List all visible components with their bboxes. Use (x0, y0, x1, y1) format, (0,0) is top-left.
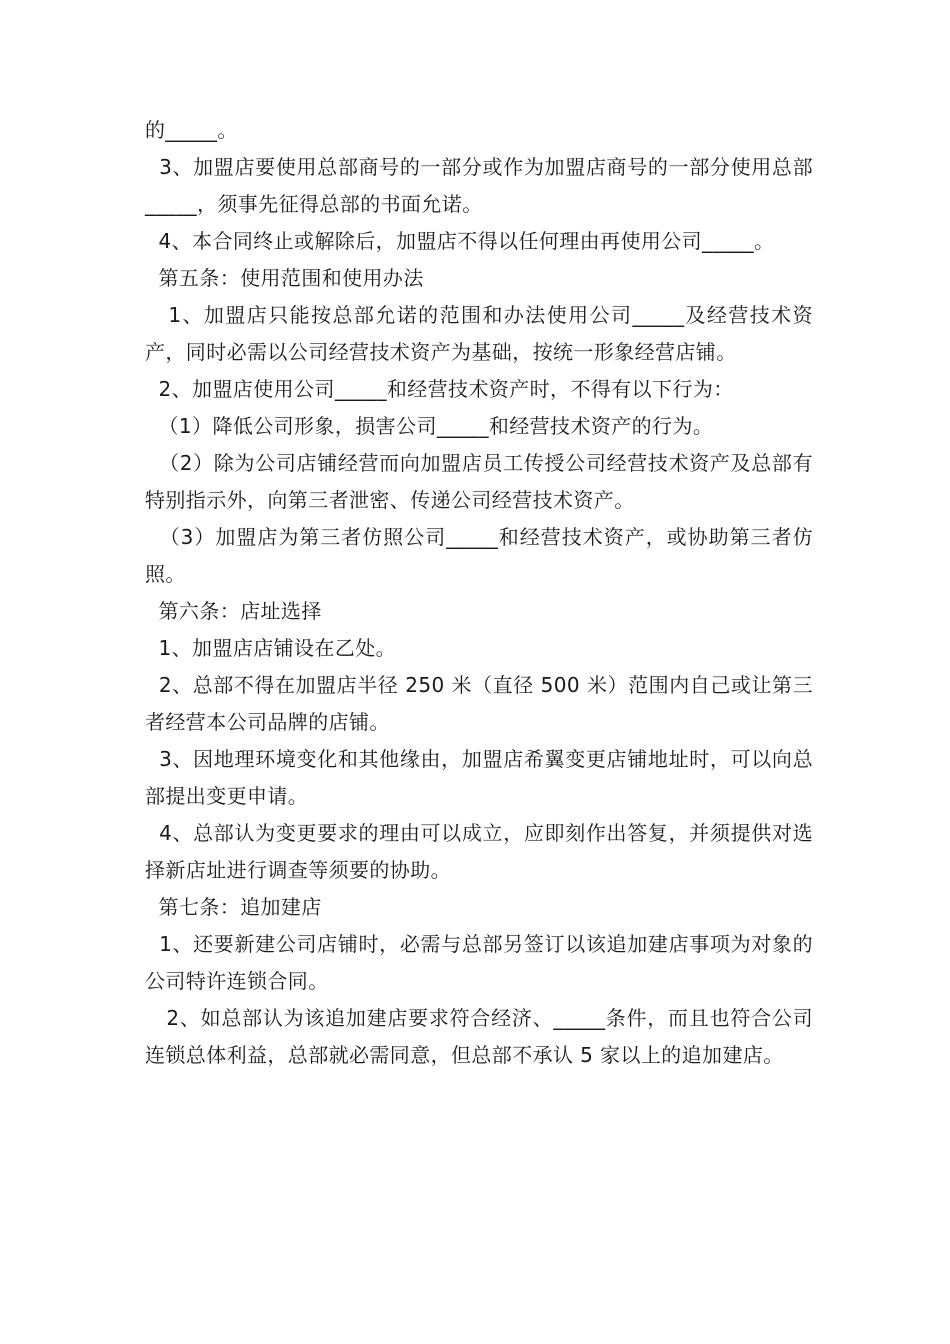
paragraph-continuation: 的_____。 (145, 118, 238, 142)
article-7-item-2: 2、如总部认为该追加建店要求符合经济、_____条件，而且也符合公司连锁总体利益，总部就必需同意，但总部不承认 5 家以上的追加建店。 (145, 1006, 813, 1067)
article-7-item-1: 1、还要新建公司店铺时，必需与总部另签订以该追加建店事项为对象的公司特许连锁合同。 (145, 932, 813, 993)
article-5-item-2: 2、加盟店使用公司_____和经营技术资产时，不得有以下行为： (145, 377, 734, 401)
article-6-item-1: 1、加盟店店铺设在乙处。 (145, 636, 397, 660)
document-body (145, 112, 813, 1074)
article-5-heading: 第五条：使用范围和使用办法 (145, 266, 424, 290)
clause-item-4-termination: 4、本合同终止或解除后，加盟店不得以任何理由再使用公司_____。 (145, 229, 775, 253)
article-7-heading: 第七条：追加建店 (145, 895, 322, 919)
article-5-subitem-2: （2）除为公司店铺经营而向加盟店员工传授公司经营技术资产及总部有特别指示外，向第三者泄密、传递公司经营技术资产。 (145, 451, 813, 512)
article-6-heading: 第六条：店址选择 (145, 599, 322, 623)
article-6-item-2: 2、总部不得在加盟店半径 250 米（直径 500 米）范围内自己或让第三者经营本公司品牌的店铺。 (145, 673, 813, 734)
article-5-subitem-3: （3）加盟店为第三者仿照公司_____和经营技术资产，或协助第三者仿照。 (145, 525, 813, 586)
article-6-item-3: 3、因地理环境变化和其他缘由，加盟店希翼变更店铺地址时，可以向总部提出变更申请。 (145, 747, 813, 808)
article-5-subitem-1: （1）降低公司形象，损害公司_____和经营技术资产的行为。 (145, 414, 714, 438)
article-6-item-4: 4、总部认为变更要求的理由可以成立，应即刻作出答复，并须提供对选择新店址进行调查等须要的协助。 (145, 821, 813, 882)
clause-item-3-trade-name: 3、加盟店要使用总部商号的一部分或作为加盟店商号的一部分使用总部_____，须事先征得总部的书面允诺。 (145, 155, 813, 216)
article-5-item-1: 1、加盟店只能按总部允诺的范围和办法使用公司_____及经营技术资产，同时必需以公司经营技术资产为基础，按统一形象经营店铺。 (145, 303, 813, 364)
